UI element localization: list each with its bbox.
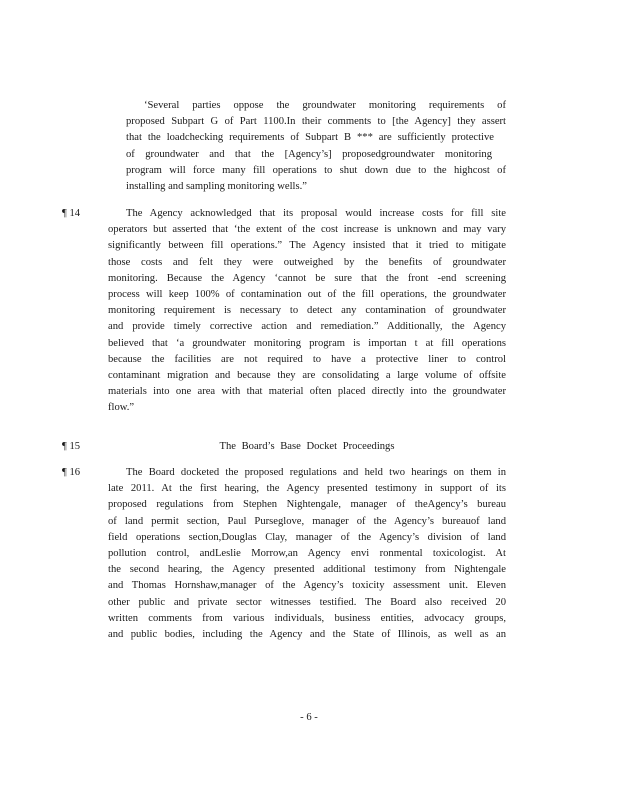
paragraph-line: The Agency acknowledged that its proposal would increase costs for fill site xyxy=(126,208,506,219)
quote-line: installing and sampling monitoring wells.” xyxy=(126,181,307,193)
paragraph-marker: ¶ 16 xyxy=(62,467,81,478)
paragraph-line: and public bodies, including the Agency and the State of Illinois, as well as an xyxy=(108,629,506,641)
paragraph-line: of land permit section, Paul Purseglove, manager of the Agency’s bureauof land xyxy=(108,515,506,527)
paragraph-line: because the facilities are not required to have a protective liner to control xyxy=(108,353,506,365)
paragraph-line: monitoring. Because the Agency ‘cannot be sure that the front -end screening xyxy=(108,272,506,284)
paragraph-line: the second hearing, the Agency presented additional testimony from Nightengale xyxy=(108,564,506,576)
paragraph-line: field operations section,Douglas Clay, manager of the Agency’s division of land xyxy=(108,531,506,543)
paragraph-line: operators but asserted that ‘the extent of the cost increase is unknown and may vary xyxy=(108,224,506,236)
block-quote xyxy=(126,98,506,195)
paragraph-line: monitoring requirement is necessary to detect any contamination of groundwater xyxy=(108,305,506,317)
section-heading: The Board’s Base Docket Proceedings xyxy=(219,441,395,452)
paragraph-line: late 2011. At the first hearing, the Agency presented testimony in support of its xyxy=(108,483,506,495)
paragraph-line: and Thomas Hornshaw,manager of the Agency’s toxicity assessment unit. Eleven xyxy=(108,580,506,592)
paragraph-line: contaminant migration and because they are consolidating a large volume of offsite xyxy=(108,370,506,382)
paragraph-line: those costs and felt they were outweighed by the benefits of groundwater xyxy=(108,256,506,268)
paragraph-line: process will keep 100% of contamination out of the fill operations, the groundwater xyxy=(108,289,506,301)
paragraph-14 xyxy=(108,206,506,417)
paragraph-16 xyxy=(108,465,506,643)
quote-line: of groundwater and that the [Agency’s] proposedgroundwater monitoring xyxy=(126,148,492,160)
paragraph-line: believed that ‘a groundwater monitoring program is importan t at fill operations xyxy=(108,337,506,349)
paragraph-line: The Board docketed the proposed regulations and held two hearings on them in xyxy=(126,467,506,478)
paragraph-line: written comments from various individuals, business entities, advocacy groups, xyxy=(108,612,506,624)
paragraph-line: and provide timely corrective action and remediation.” Additionally, the Agency xyxy=(108,321,506,333)
quote-line: that the loadchecking requirements of Subpart B *** are sufficiently protective xyxy=(126,132,494,144)
paragraph-line: other public and private sector witnesses testified. The Board also received 20 xyxy=(108,596,506,608)
paragraph-line: proposed regulations from Stephen Nightengale, manager of theAgency’s bureau xyxy=(108,499,506,511)
paragraph-line: materials into one area with that material often placed directly into the groundwater xyxy=(108,386,506,398)
page-number: - 6 - xyxy=(300,712,318,723)
paragraph-line: significantly between fill operations.” The Agency insisted that it tried to mitigate xyxy=(108,240,506,252)
paragraph-line: flow.” xyxy=(108,402,135,414)
quote-line: proposed Subpart G of Part 1100.In their comments to [the Agency] they assert xyxy=(126,116,506,128)
paragraph-marker: ¶ 15 xyxy=(62,441,81,452)
quote-line: ‘Several parties oppose the groundwater monitoring requirements of xyxy=(144,100,506,111)
paragraph-line: pollution control, andLeslie Morrow,an Agency envi ronmental toxicologist. At xyxy=(108,548,506,560)
quote-line: program will force many fill operations to shut down due to the highcost of xyxy=(126,164,506,176)
paragraph-marker: ¶ 14 xyxy=(62,208,81,219)
